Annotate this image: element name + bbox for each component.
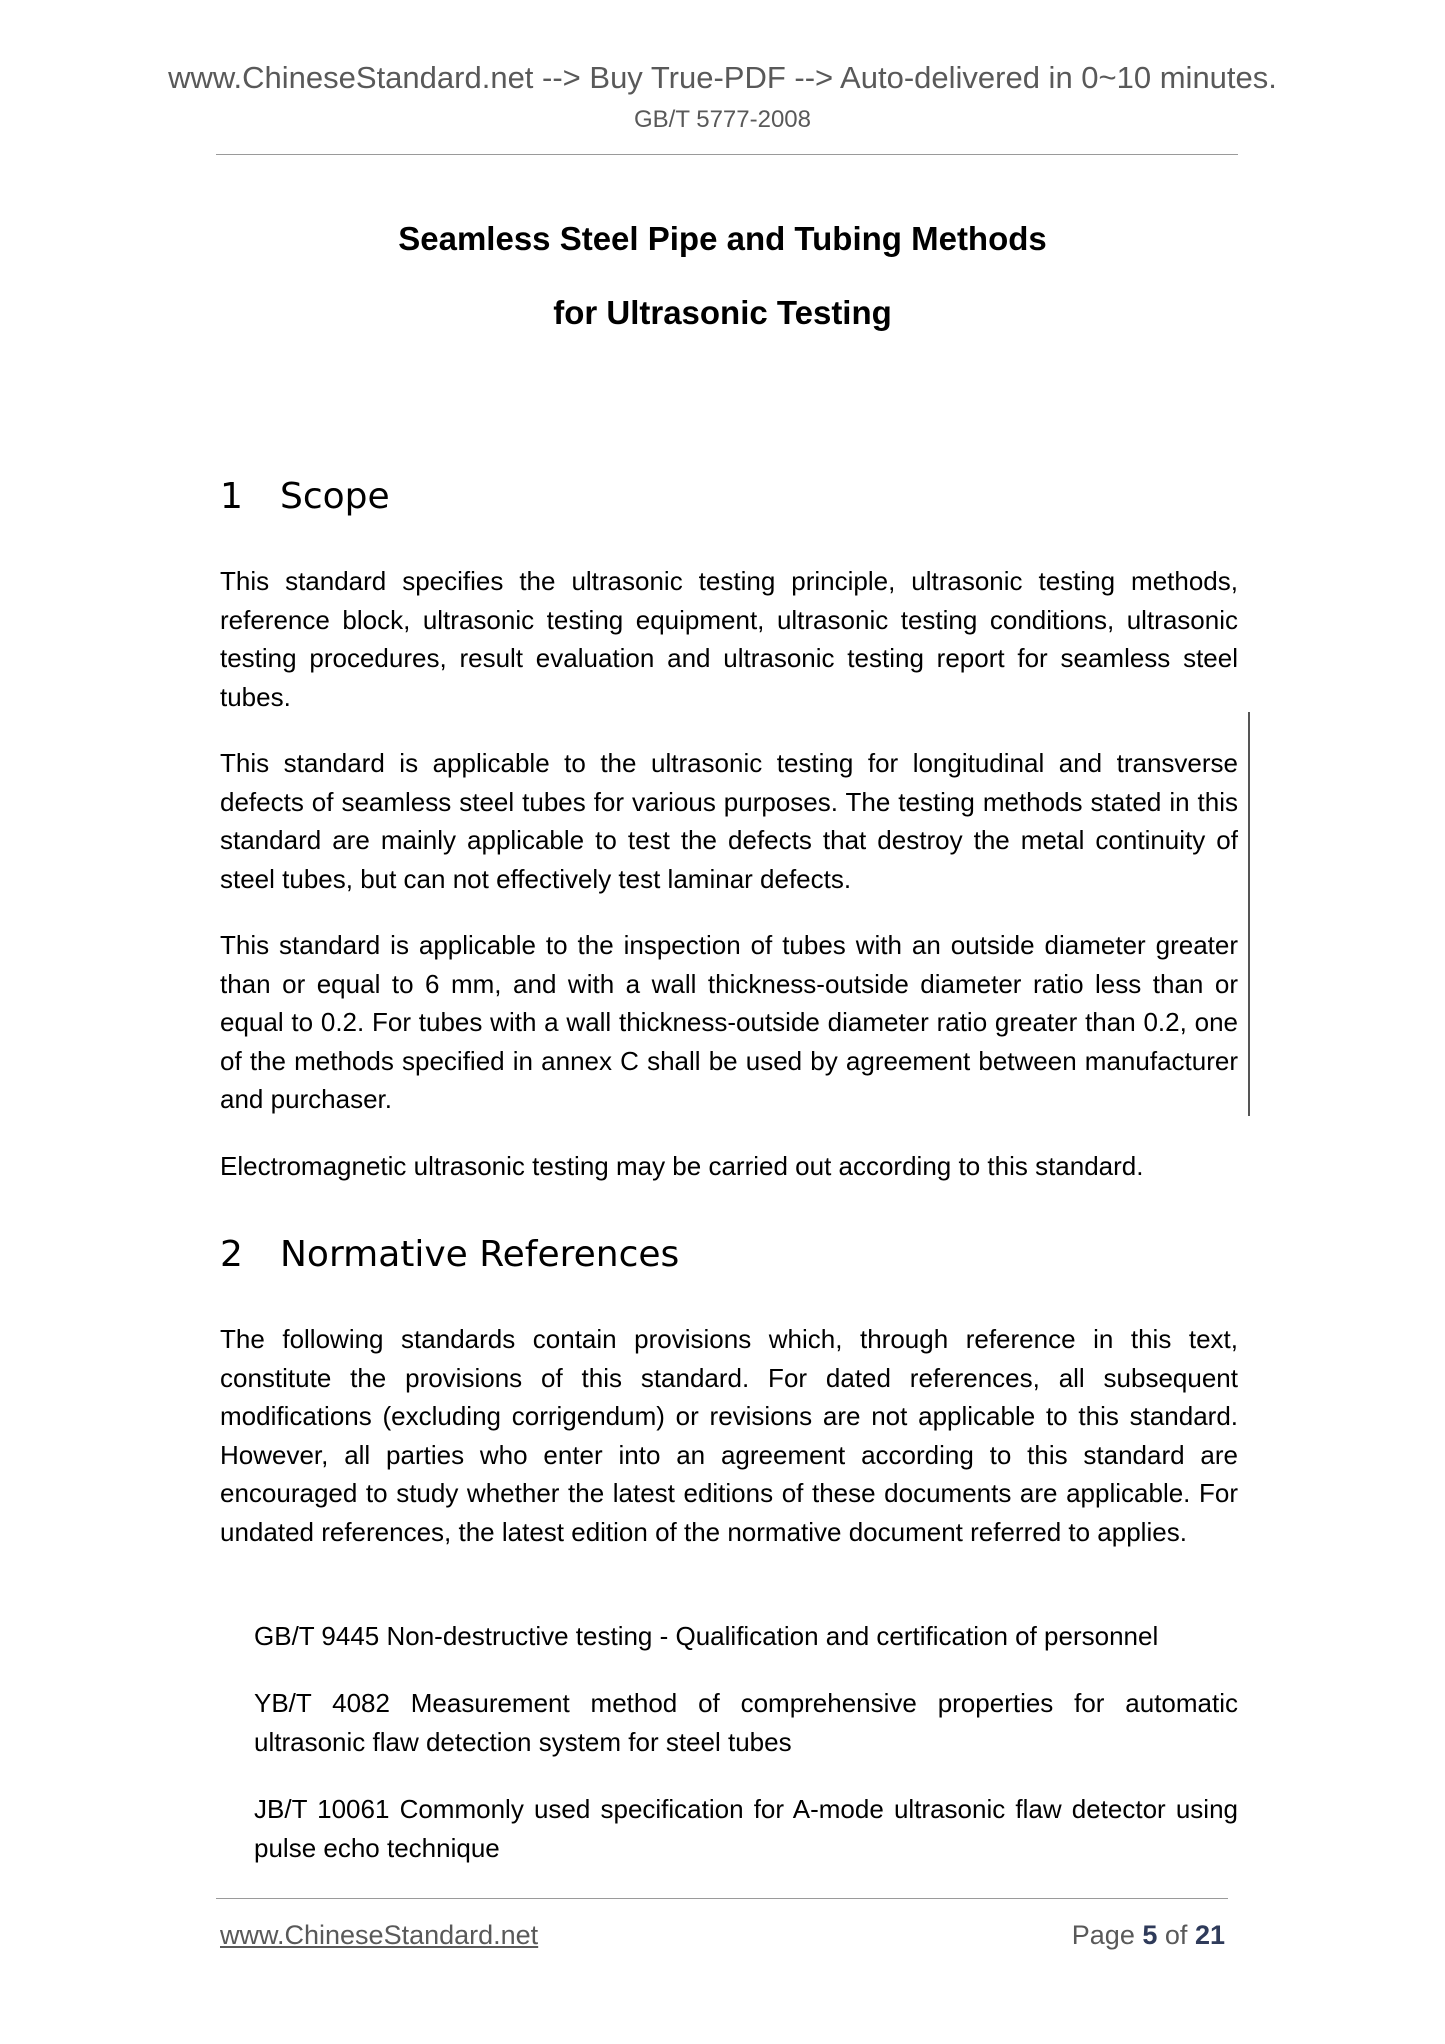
document-title-line2: for Ultrasonic Testing [553, 294, 892, 331]
scope-paragraph-4: Electromagnetic ultrasonic testing may be carried out according to this standard. [220, 1151, 1144, 1181]
page-current: 5 [1142, 1920, 1158, 1950]
section-title: Normative References [280, 1234, 680, 1275]
header-standard-code: GB/T 5777-2008 [633, 106, 811, 133]
reference-item-gbt-9445: GB/T 9445 Non-destructive testing - Qualification and certification of personnel [254, 1621, 1159, 1651]
page-word: Page [1071, 1920, 1135, 1950]
footer-divider [216, 1898, 1228, 1899]
references-intro-paragraph: The following standards contain provisions which, through reference in this text, constitute the provisions of this standard. For dated references, all subsequent modifications (excluding corrigendum) or revisions are not applicable to this standard. However, all parties who enter into an agreement according to this standard are encouraged to study whether the latest editions of these documents are applicable. For undated references, the latest edition of the normative document referred to applies. [220, 1324, 1238, 1547]
header-divider [216, 154, 1238, 155]
page-of-word: of [1164, 1920, 1188, 1950]
section-title: Scope [280, 476, 390, 517]
section-heading-normative-references [220, 1232, 679, 1278]
footer-site-link[interactable]: www.ChineseStandard.net [220, 1920, 539, 1950]
scope-paragraph-3: This standard is applicable to the inspection of tubes with an outside diameter greater than or equal to 6 mm, and with a wall thickness-outside diameter ratio less than or equal to 0.2. For tubes with a wall thickness-outside diameter ratio greater than 0.2, one of the methods specified in annex C shall be used by agreement between manufacturer and purchaser. [220, 930, 1238, 1114]
reference-item-jbt-10061: JB/T 10061 Commonly used specification for A-mode ultrasonic flaw detector using pulse echo technique [254, 1794, 1238, 1863]
section-heading-scope [220, 474, 390, 520]
page-total: 21 [1194, 1920, 1225, 1950]
document-title-line1: Seamless Steel Pipe and Tubing Methods [398, 220, 1047, 257]
footer-page-number [1072, 1920, 1225, 1951]
scope-paragraph-2: This standard is applicable to the ultrasonic testing for longitudinal and transverse defects of seamless steel tubes for various purposes. The testing methods stated in this standard are mainly applicable to test the defects that destroy the metal continuity of steel tubes, but can not effectively test laminar defects. [220, 748, 1238, 894]
scope-paragraph-1: This standard specifies the ultrasonic testing principle, ultrasonic testing methods, reference block, ultrasonic testing equipment, ultrasonic testing conditions, ultrasonic testing procedures, result evaluation and ultrasonic testing report for seamless steel tubes. [220, 566, 1238, 712]
section-number: 1 [220, 476, 243, 517]
section-number: 2 [220, 1234, 243, 1275]
header-banner: www.ChineseStandard.net --> Buy True-PDF --> Auto-delivered in 0~10 minutes. [168, 60, 1277, 95]
revision-change-bar [1248, 712, 1250, 1116]
reference-item-ybt-4082: YB/T 4082 Measurement method of comprehensive properties for automatic ultrasonic flaw detection system for steel tubes [254, 1688, 1238, 1757]
